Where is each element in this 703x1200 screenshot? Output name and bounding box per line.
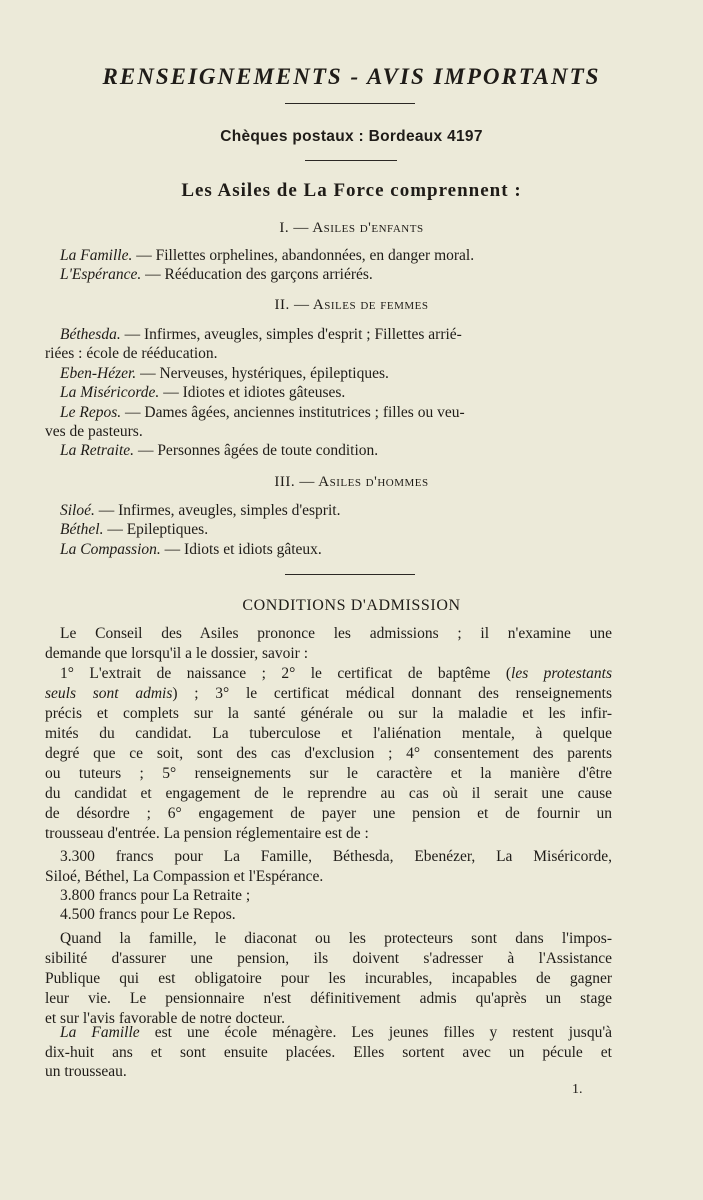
cond-p3-line: Publique qui est obligatoire pour les incurables, incapables de gagner (45, 970, 612, 987)
cheques-rule (305, 160, 397, 161)
section-heading-femmes: II. — Asiles de femmes (274, 297, 429, 313)
title-rule (285, 103, 415, 104)
cond-p2-line: mités du candidat. La tuberculose et l'aliénation mentale, à quelque (45, 725, 612, 742)
cond-p4-line: un trousseau. (45, 1063, 127, 1080)
cond-p2-line (60, 665, 612, 683)
asile-desc: — Nerveuses, hystériques, épileptiques. (136, 365, 389, 382)
cond-p3-line: Quand la famille, le diaconat ou les protecteurs sont dans l'impos- (60, 930, 612, 947)
asile-desc: — Personnes âgées de toute condition. (134, 442, 379, 459)
cond-p2-line: du candidat et engagement de le reprendre au cas où il serait une cause (45, 785, 612, 802)
asile-line-esperance (60, 266, 612, 284)
asile-line-compassion (60, 541, 612, 559)
cond-p3-line: sibilité d'assurer une pension, ils doivent s'adresser à l'Assistance (45, 950, 612, 967)
cond-p2-line: trousseau d'entrée. La pension réglementaire est de : (45, 825, 369, 842)
asile-name: Béthesda. (60, 326, 121, 343)
asile-name: La Retraite. (60, 442, 135, 459)
asile-name: Le Repos. (60, 404, 122, 421)
asile-name: Siloé. (60, 502, 95, 519)
cond-p1-line: Le Conseil des Asiles prononce les admissions ; il n'examine une (60, 625, 612, 642)
asile-desc: — Infirmes, aveugles, simples d'esprit ; Fillettes arrié- (120, 326, 462, 343)
cond-p4-line (60, 1024, 612, 1042)
cond-p2-italic: seuls sont admis (45, 685, 173, 702)
cond-p2-italic: les protestants (511, 665, 612, 682)
price-line: 4.500 francs pour Le Repos. (60, 906, 236, 923)
section-rule (285, 574, 415, 575)
asile-desc: — Epileptiques. (103, 521, 209, 538)
asile-name: La Compassion. (60, 541, 161, 558)
cond-p3-line: leur vie. Le pensionnaire n'est définitivement admis qu'après un stage (45, 990, 612, 1007)
asile-line-retraite (60, 442, 612, 460)
asile-desc: — Idiotes et idiotes gâteuses. (159, 384, 346, 401)
conditions-heading: CONDITIONS D'ADMISSION (242, 597, 461, 614)
asile-name: Béthel. (60, 521, 104, 538)
page-number: 1. (572, 1082, 583, 1097)
asile-desc: — Dames âgées, anciennes institutrices ; filles ou veu- (121, 404, 465, 421)
asiles-heading: Les Asiles de La Force comprennent : (181, 180, 522, 201)
asile-line-repos-cont: ves de pasteurs. (45, 423, 143, 440)
asile-line-bethel (60, 521, 612, 539)
cond-p2-line: de désordre ; 6° engagement de payer une pension et de fournir un (45, 805, 612, 822)
asile-name: La Famille. (60, 247, 133, 264)
cond-p2-line: degré que ce soit, sont des cas d'exclusion ; 4° consentement des parents (45, 745, 612, 762)
section-heading-hommes: III. — Asiles d'hommes (274, 474, 429, 490)
asile-line-misericorde (60, 384, 612, 402)
cond-p2-text: ) ; 3° le certificat médical donnant des renseignements (172, 685, 612, 702)
asile-name: Eben-Hézer. (60, 365, 137, 382)
price-line: 3.800 francs pour La Retraite ; (60, 887, 251, 904)
asile-line-famille (60, 247, 612, 265)
asile-line-eben-hezer (60, 365, 612, 383)
cond-p2-line: précis et complets sur la santé générale ou sur la maladie et les infir- (45, 705, 612, 722)
asile-desc: — Fillettes orphelines, abandonnées, en danger moral. (132, 247, 475, 264)
asile-desc: — Infirmes, aveugles, simples d'esprit. (94, 502, 341, 519)
cond-p2-line (45, 685, 612, 703)
asile-name: La Famille (60, 1024, 140, 1041)
asile-desc: — Idiots et idiots gâteux. (160, 541, 322, 558)
page-title: RENSEIGNEMENTS - AVIS IMPORTANTS (102, 64, 601, 89)
cond-p4-text: est une école ménagère. Les jeunes filles y restent jusqu'à (139, 1024, 612, 1041)
cheques-postaux: Chèques postaux : Bordeaux 4197 (220, 128, 483, 145)
cond-p1-line: demande que lorsqu'il a le dossier, savoir : (45, 645, 309, 662)
asile-name: La Miséricorde. (60, 384, 160, 401)
price-line: 3.300 francs pour La Famille, Béthesda, Ebenézer, La Miséricorde, (60, 848, 612, 865)
asile-line-repos (60, 404, 612, 422)
cond-p4-line: dix-huit ans et sont ensuite placées. Elles sortent avec un pécule et (45, 1044, 612, 1061)
asile-line-bethesda (60, 326, 612, 344)
price-line: Siloé, Béthel, La Compassion et l'Espérance. (45, 868, 324, 885)
section-heading-enfants: I. — Asiles d'enfants (279, 220, 424, 236)
asile-line-bethesda-cont: riées : école de rééducation. (45, 345, 218, 362)
asile-line-siloe (60, 502, 612, 520)
cond-p3-line: et sur l'avis favorable de notre docteur. (45, 1010, 285, 1027)
asile-desc: — Rééducation des garçons arriérés. (141, 266, 373, 283)
cond-p2-text: 1° L'extrait de naissance ; 2° le certificat de baptême ( (60, 665, 512, 682)
cond-p2-line: ou tuteurs ; 5° renseignements sur le caractère et la manière d'être (45, 765, 612, 782)
asile-name: L'Espérance. (60, 266, 142, 283)
